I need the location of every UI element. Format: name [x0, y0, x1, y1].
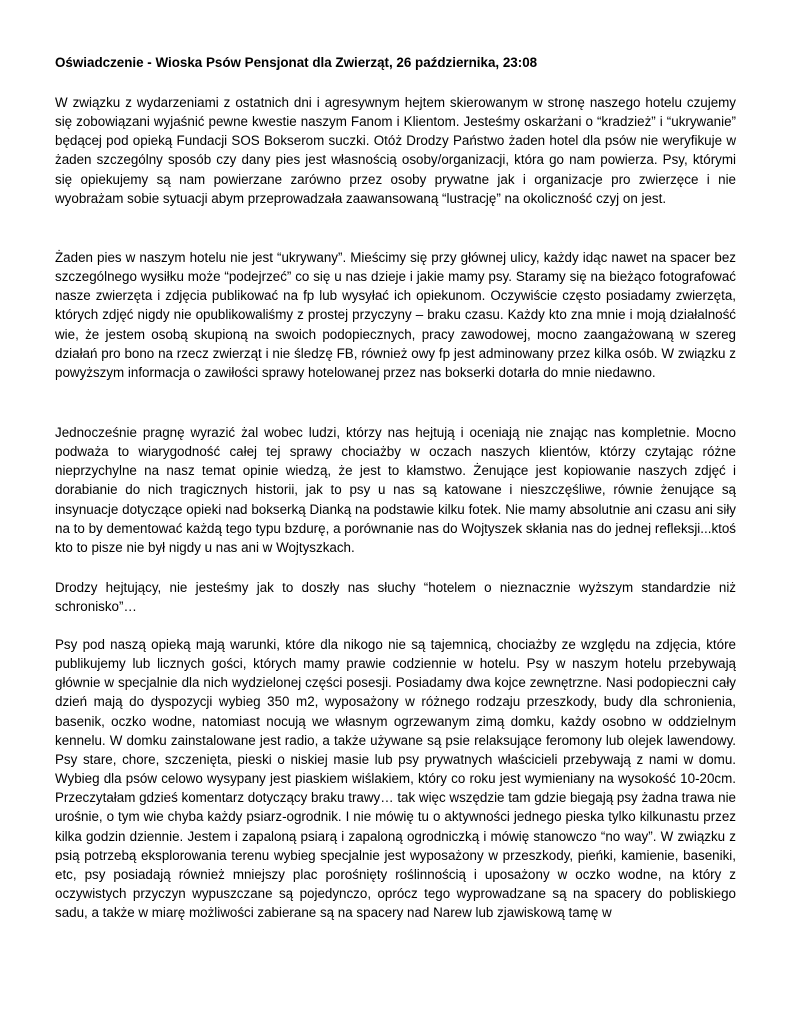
paragraph-regret: Jednocześnie pragnę wyrazić żal wobec ludzi, którzy nas hejtują i oceniają nie znając nas kompletnie. Mocno podważa to wiarygodność całej tej sprawy chociażby w oczach naszych klientów, którzy czytając różne nieprzychylne na nasz temat opinie wiedzą, że jest to kłamstwo. Żenujące jest kopiowanie naszych zdjęć i dorabianie do nich tragicznych historii, jak to psy u nas są katowane i nieszczęśliwe, równie żenujące są insynuacje dotyczące opieki nad bokserką Dianką na podstawie kilku fotek. Nie mamy absolutnie ani czasu ani siły na to by dementować każdą tego typu bzdurę, a porównanie nas do Wojtyszek skłania nas do jednej refleksji...ktoś kto to pisze nie był nigdy u nas ani w Wojtyszkach.: [55, 425, 736, 555]
paragraph-not-hidden: Żaden pies w naszym hotelu nie jest “ukrywany”. Mieścimy się przy głównej ulicy, każdy idąc nawet na spacer bez szczególnego wysiłku może “podejrzeć” co się u nas dzieje i jakie mamy psy. Staramy się na bieżąco fotografować nasze zwierzęta i zdjęcia publikować na fp lub wysyłać ich opiekunom. Oczywiście często posiadamy zwierzęta, których zdjęć nigdy nie opublikowaliśmy z prostej przyczyny – braku czasu. Każdy kto zna mnie i moją działalność wie, że jestem osobą skupioną na swoich podopiecznych, pracy zawodowej, mocno zaangażowaną w szereg działań pro bono na rzecz zwierząt i nie śledzę FB, również owy fp jest adminowany przez kilka osób. W związku z powyższym informacja o zawiłości sprawy hotelowanej przez nas bokserki dotarła do mnie niedawno.: [55, 250, 736, 380]
paragraph-conditions: Psy pod naszą opieką mają warunki, które dla nikogo nie są tajemnicą, chociażby ze względu na zdjęcia, które publikujemy lub licznych gości, których mamy prawie codziennie w hotelu. Psy w naszym hotelu przebywają głównie w specjalnie dla nich wydzielonej części posesji. Posiadamy dwa kojce zewnętrzne. Nasi podopieczni cały dzień mają do dyspozycji wybieg 350 m2, wyposażony w różnego rodzaju przeszkody, budy dla schronienia, basenik, oczko wodne, natomiast nocują we własnym ogrzewanym zimą domku, każdy osobno w oddzielnym kennelu. W domku zainstalowane jest radio, a także używane są psie relaksujące feromony lub olejek lawendowy. Psy stare, chore, szczenięta, pieski o niskiej masie lub psy prywatnych właścicieli przebywają z nami w domu. Wybieg dla psów celowo wysypany jest piaskiem wiślakiem, który co roku jest wymieniany na wysokość 10-20cm. Przeczytałam gdzieś komentarz dotyczący braku trawy… tak więc wszędzie tam gdzie biegają psy żadna trawa nie urośnie, o tym wie chyba każdy psiarz-ogrodnik. I nie mówię tu o aktywności jednego pieska tylko kilkunastu przez kilka godzin dziennie. Jestem i zapaloną psiarą i zapaloną ogrodniczką i mówię stanowczo “no way”. W związku z psią potrzebą eksplorowania terenu wybieg specjalnie jest wyposażony w przeszkody, pieńki, kamienie, baseniki, etc, psy posiadają również mniejszy plac porośnięty roślinnością i uposażony w oczko wodne, na który z oczywistych przyczyn wypuszczane są pojedynczo, oprócz tego wyprowadzane są na spacery do pobliskiego sadu, a także w miarę możliwości zabierane są na spacery nad Narew lub zjawiskową tamę w: [55, 637, 736, 921]
paragraph-address-haters: Drodzy hejtujący, nie jesteśmy jak to doszły nas słuchy “hotelem o nieznacznie wyższym standardzie niż schronisko”…: [55, 580, 736, 615]
document-title: Oświadczenie - Wioska Psów Pensjonat dla Zwierząt, 26 października, 23:08: [55, 55, 538, 70]
paragraph-accusation: W związku z wydarzeniami z ostatnich dni i agresywnym hejtem skierowanym w stronę naszego hotelu czujemy się zobowiązani wyjaśnić pewne kwestie naszym Fanom i Klientom. Jesteśmy oskarżani o “kradzież” i “ukrywanie” będącej pod opieką Fundacji SOS Bokserom suczki. Otóż Drodzy Państwo żaden hotel dla psów nie weryfikuje w żaden szczególny sposób czy dany pies jest własnością osoby/organizacji, która go nam powierza. Psy, którymi się opiekujemy są nam powierzane zarówno przez osoby prywatne jak i organizacje pro zwierzęce i nie wyobrażam sobie sytuacji abym przeprowadzała zaawansowaną “lustrację” na okoliczność czyj on jest.: [55, 95, 736, 206]
